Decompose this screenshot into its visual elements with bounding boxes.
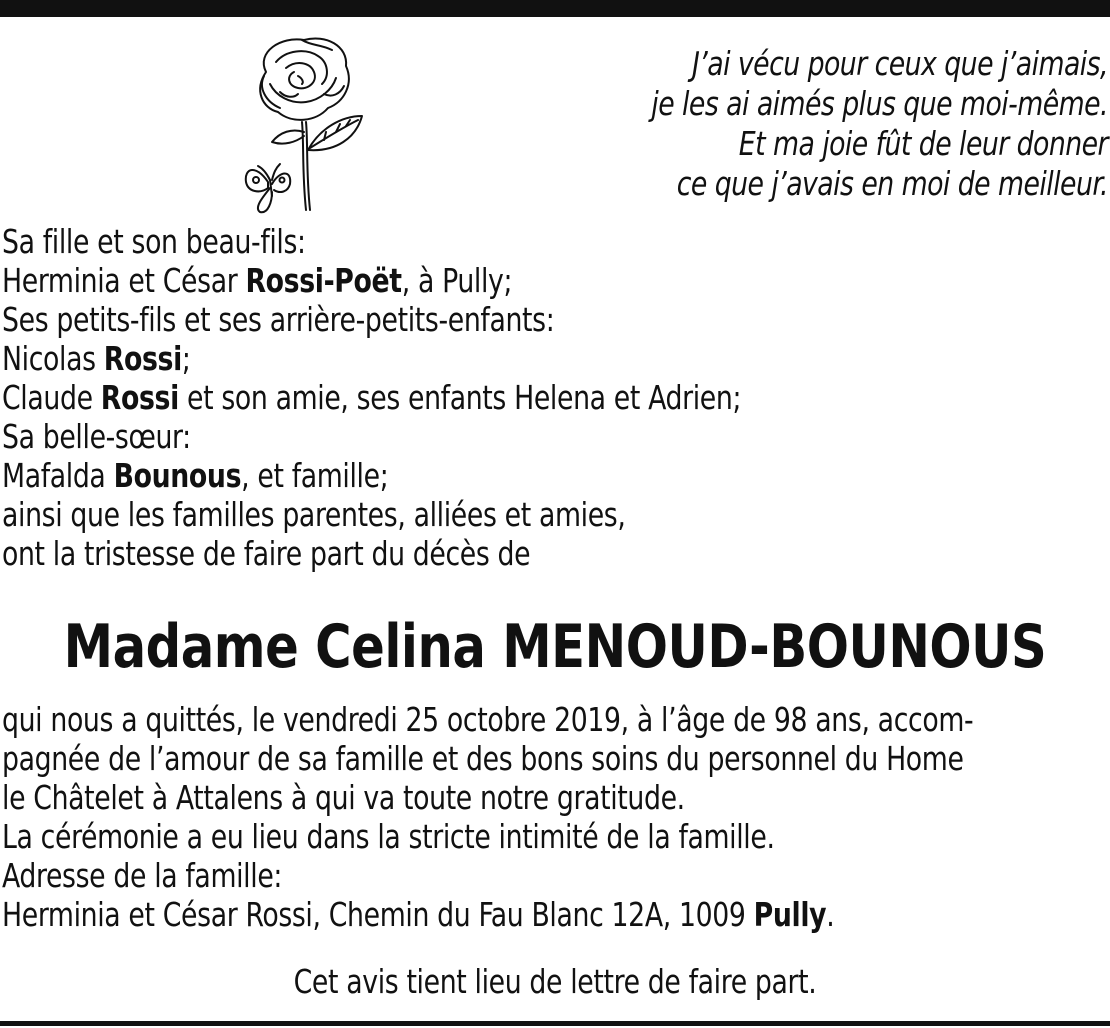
details-line-3: le Châtelet à Attalens à qui va toute notre gratitude. bbox=[2, 778, 685, 817]
family-line-7: Mafalda Bounous, et famille; bbox=[2, 456, 389, 495]
closing-note: Cet avis tient lieu de lettre de faire part. bbox=[293, 962, 817, 1001]
rose-with-butterfly-icon bbox=[236, 32, 368, 216]
family-line-2: Herminia et César Rossi-Poët, à Pully; bbox=[2, 261, 513, 300]
family-line-8: ainsi que les familles parentes, alliées et amies, bbox=[2, 495, 626, 534]
deceased-name: Madame Celina MENOUD-BOUNOUS bbox=[63, 612, 1047, 682]
family-line-3: Ses petits-fils et ses arrière-petits-enfants: bbox=[2, 300, 555, 339]
details-line-5: Adresse de la famille: bbox=[2, 856, 283, 895]
family-line-6: Sa belle-sœur: bbox=[2, 417, 191, 456]
details-line-2: pagnée de l’amour de sa famille et des bons soins du personnel du Home bbox=[2, 739, 964, 778]
surname: Bounous bbox=[113, 456, 242, 495]
family-line-5: Claude Rossi et son amie, ses enfants Helena et Adrien; bbox=[2, 378, 742, 417]
details-line-4: La cérémonie a eu lieu dans la stricte intimité de la famille. bbox=[2, 817, 775, 856]
surname: Rossi-Poët bbox=[245, 261, 402, 300]
death-details bbox=[2, 700, 1100, 934]
surname: Rossi bbox=[103, 339, 182, 378]
poem-line-4: ce que j’avais en moi de meilleur. bbox=[676, 164, 1108, 203]
poem-line-2: je les ai aimés plus que moi-même. bbox=[651, 84, 1108, 123]
poem-line-1: J’ai vécu pour ceux que j’aimais, bbox=[691, 44, 1108, 83]
details-line-6: Herminia et César Rossi, Chemin du Fau Blanc 12A, 1009 Pully. bbox=[2, 895, 835, 934]
family-announcement bbox=[2, 222, 1100, 573]
poem-line-3: Et ma joie fût de leur donner bbox=[738, 124, 1108, 163]
bottom-rule bbox=[0, 1021, 1110, 1026]
family-line-9: ont la tristesse de faire part du décès de bbox=[2, 534, 531, 573]
surname: Rossi bbox=[100, 378, 179, 417]
poem bbox=[568, 44, 1108, 204]
family-line-4: Nicolas Rossi; bbox=[2, 339, 191, 378]
top-rule bbox=[0, 0, 1110, 17]
details-line-1: qui nous a quittés, le vendredi 25 octobre 2019, à l’âge de 98 ans, accom- bbox=[2, 700, 974, 739]
city-bold: Pully bbox=[753, 895, 827, 934]
family-line-1: Sa fille et son beau-fils: bbox=[2, 222, 306, 261]
